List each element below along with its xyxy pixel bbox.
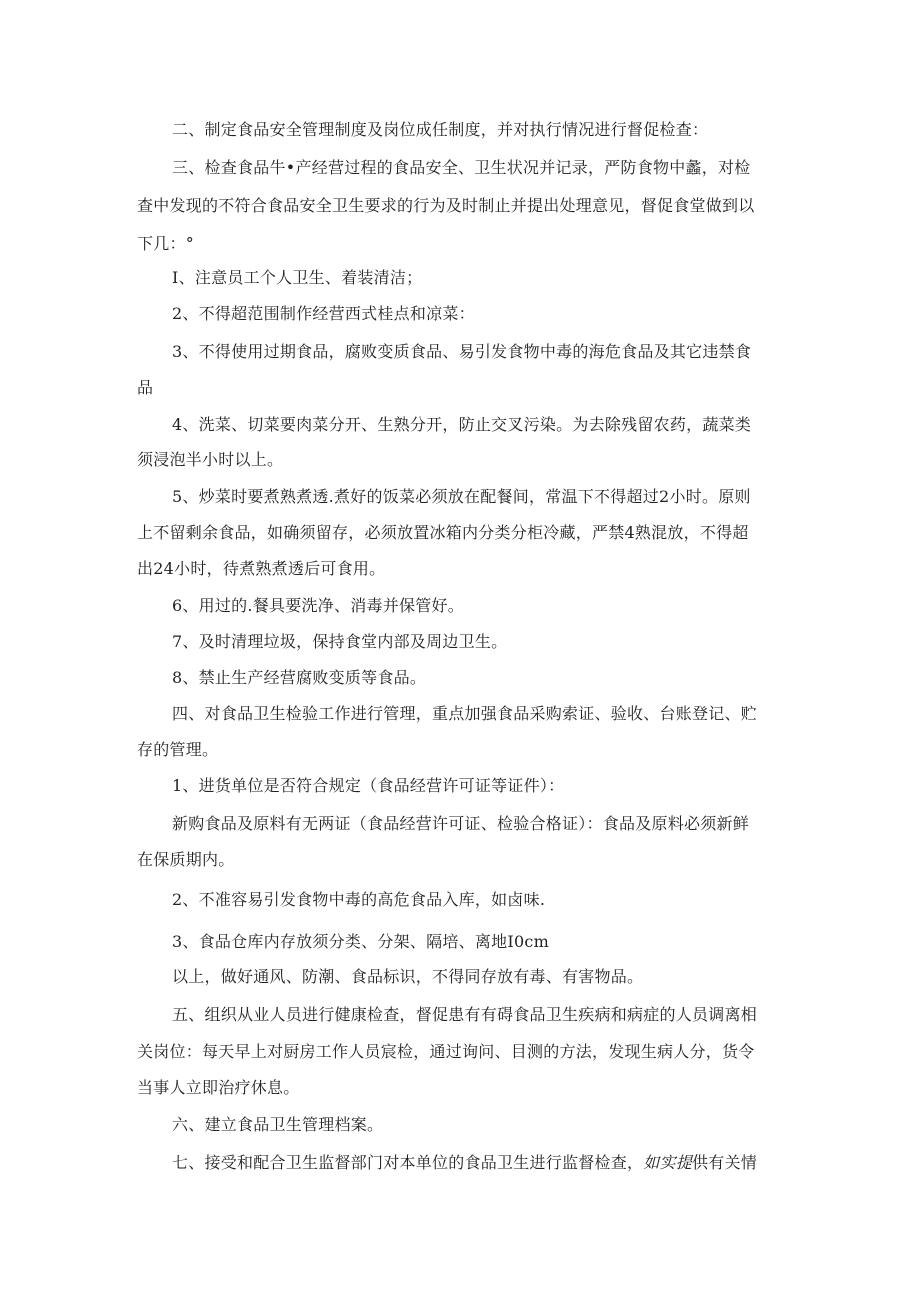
paragraph-line: 2、不准容易引发食物中毒的高危食品入库，如卤味. <box>172 890 546 909</box>
paragraph-line: 二、制定食品安全管理制度及岗位成任制度，并对执行情况进行督促检查： <box>172 120 709 139</box>
paragraph-line: 5、炒菜时要煮熟煮透.煮好的饭菜必须放在配餐间，常温下不得超过2小时。原则 <box>172 487 751 506</box>
paragraph-line: 以上，做好通风、防潮、食品标识，不得同存放有毒、有害物品。 <box>172 967 644 986</box>
paragraph-line: 关岗位：每天早上对厨房工作人员宸检，通过询问、目测的方法，发现生病人分，货令 <box>137 1042 755 1061</box>
paragraph-line: 四、对食品卫生检验工作进行管理，重点加强食品采购索证、验收、台账登记、贮 <box>172 704 758 723</box>
paragraph-line: 3、食品仓库内存放须分类、分架、隔培、离地I0cm <box>172 932 550 951</box>
paragraph-line: I、注意员工个人卫生、着装清洁； <box>172 268 423 287</box>
paragraph-line: 2、不得超范围制作经营西式桂点和凉菜： <box>172 304 475 323</box>
paragraph-line: 五、组织从业人员进行健康检查，督促患有有碍食品卫生疾病和病症的人员调离相 <box>172 1005 758 1024</box>
paragraph-line: 出24小时，待煮熟煮透后可食用。 <box>137 559 386 578</box>
paragraph-line: 存的管理。 <box>137 740 219 759</box>
paragraph-line: 须浸泡半小时以上。 <box>137 450 284 469</box>
paragraph-line: 7、及时清理垃圾，保持食堂内部及周边卫生。 <box>172 632 508 651</box>
text-span: 供有关情 <box>692 1153 758 1172</box>
paragraph-line: 6、用过的.餐具要洗净、消毒并保管好。 <box>172 596 465 615</box>
paragraph-line: 在保质期内。 <box>137 850 235 869</box>
paragraph-line: 六、建立食品卫生管理档案。 <box>172 1115 384 1134</box>
paragraph-line: 3、不得使用过期食品，腐败变质食品、易引发食物中毒的海危食品及其它违禁食 <box>172 342 752 361</box>
paragraph-line-last <box>172 1153 757 1173</box>
paragraph-line: 下几：° <box>137 234 195 253</box>
paragraph-line: 4、洗菜、切菜要肉菜分开、生熟分开，防止交叉污染。为去除残留农药，蔬菜类 <box>172 415 752 434</box>
paragraph-line: 当事人立即治疗休息。 <box>137 1078 300 1097</box>
paragraph-line: 1、进货单位是否符合规定（食品经营许可证等证件）： <box>172 776 565 795</box>
text-span: 七、接受和配合卫生监督部门对本单位的食品卫生进行监督检查， <box>172 1153 644 1172</box>
paragraph-line: 8、禁止生产经营腐败变质等食品。 <box>172 668 427 687</box>
paragraph-line: 新购食品及原料有无两证（食品经营许可证、检验合格证）：食品及原料必须新鲜 <box>172 814 750 833</box>
paragraph-line: 品 <box>137 378 154 397</box>
paragraph-line: 三、检查食品牛•产经营过程的食品安全、卫生状况并记录，严防食物中蠡，对检 <box>172 158 751 177</box>
italic-text-span: 如实提 <box>643 1153 693 1172</box>
paragraph-line: 查中发现的不符合食品安全卫生要求的行为及时制止并提出处理意见，督促食堂做到以 <box>137 196 755 215</box>
paragraph-line: 上不留剩余食品，如确须留存，必须放置冰箱内分类分柜冷藏，严禁4熟混放，不得超 <box>137 523 749 542</box>
